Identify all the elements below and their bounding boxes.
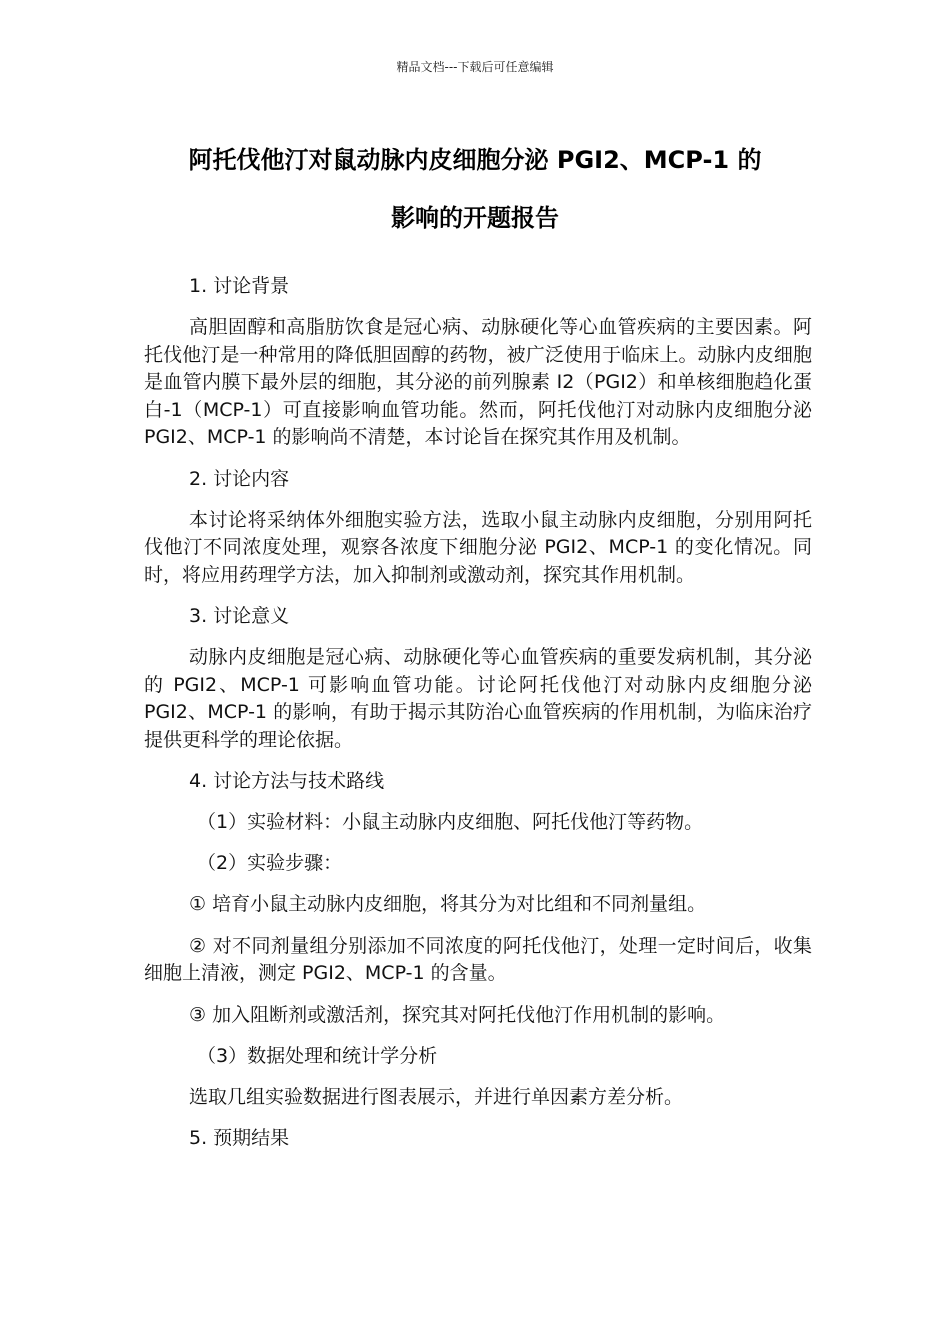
methods-item-analysis: （3）数据处理和统计学分析 — [197, 1045, 438, 1067]
section-heading-significance: 3. 讨论意义 — [189, 605, 290, 627]
document-body — [144, 273, 812, 1166]
section-paragraph-content: 本讨论将采纳体外细胞实验方法，选取小鼠主动脉内皮细胞，分别用阿托伐他汀不同浓度处理，观察各浓度下细胞分泌 PGI2、MCP-1 的变化情况。同时，将应用药理学方法，加入抑制剂或激动剂，探究其作用机制。 — [144, 508, 812, 586]
section-heading-background: 1. 讨论背景 — [189, 275, 290, 297]
section-heading-content: 2. 讨论内容 — [189, 467, 290, 490]
page-header-note: 精品文档---下载后可任意编辑 — [396, 60, 554, 74]
methods-step-1: ① 培育小鼠主动脉内皮细胞，将其分为对比组和不同剂量组。 — [189, 893, 707, 915]
section-heading-expected-results: 5. 预期结果 — [189, 1127, 290, 1149]
methods-item-steps: （2）实验步骤： — [197, 852, 343, 874]
section-paragraph-background: 高胆固醇和高脂肪饮食是冠心病、动脉硬化等心血管疾病的主要因素。阿托伐他汀是一种常用的降低胆固醇的药物，被广泛使用于临床上。动脉内皮细胞是血管内膜下最外层的细胞，其分泌的前列腺素 I2（PGI2）和单核细胞趋化蛋白-1（MCP-1）可直接影响血管功能。然而，阿托伐他汀对动脉内皮细胞分泌 PGI2、MCP-1 的影响尚不清楚，本讨论旨在探究其作用及机制。 — [144, 316, 812, 448]
document-title-line-1: 阿托伐他汀对鼠动脉内皮细胞分泌 PGI2、MCP-1 的 — [188, 146, 762, 174]
section-heading-methods: 4. 讨论方法与技术路线 — [189, 770, 385, 792]
methods-step-2: ② 对不同剂量组分别添加不同浓度的阿托伐他汀，处理一定时间后，收集细胞上清液，测定 PGI2、MCP-1 的含量。 — [144, 934, 812, 984]
section-paragraph-significance: 动脉内皮细胞是冠心病、动脉硬化等心血管疾病的重要发病机制，其分泌的 PGI2、MCP-1 可影响血管功能。讨论阿托伐他汀对动脉内皮细胞分泌 PGI2、MCP-1 的影响，有助于揭示其防治心血管疾病的作用机制，为临床治疗提供更科学的理论依据。 — [144, 646, 812, 751]
methods-analysis-paragraph: 选取几组实验数据进行图表展示，并进行单因素方差分析。 — [189, 1086, 684, 1108]
document-title-line-2: 影响的开题报告 — [391, 204, 559, 232]
methods-item-materials: （1）实验材料：小鼠主动脉内皮细胞、阿托伐他汀等药物。 — [197, 811, 704, 833]
methods-step-3: ③ 加入阻断剂或激活剂，探究其对阿托伐他汀作用机制的影响。 — [189, 1003, 726, 1026]
